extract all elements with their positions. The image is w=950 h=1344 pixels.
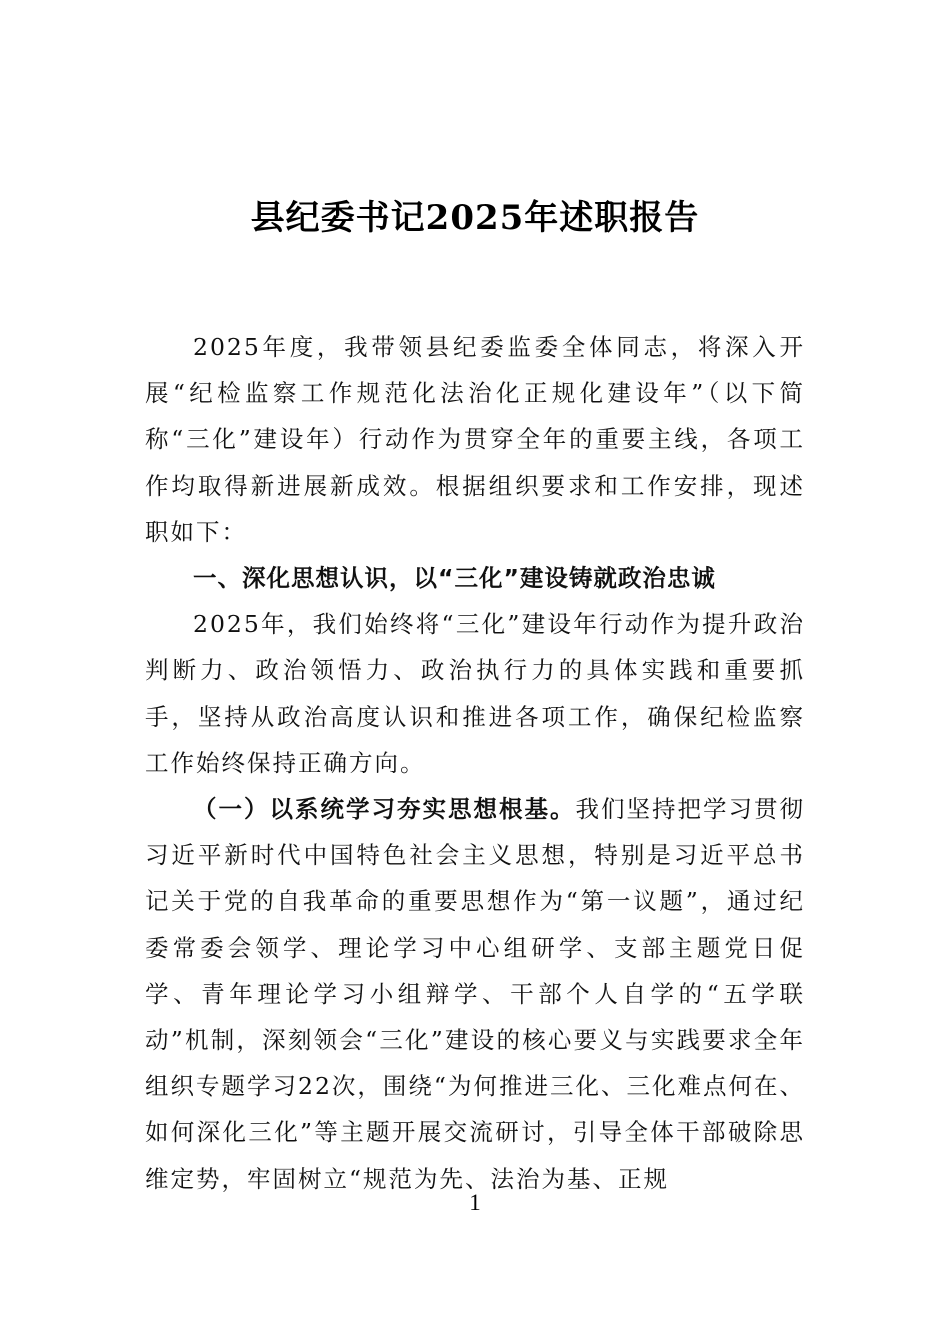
intro-paragraph: 2025年度，我带领县纪委监委全体同志，将深入开展“纪检监察工作规范化法治化正规化建设年”（以下简称“三化”建设年）行动作为贯穿全年的重要主线，各项工作均取得新进展新成效。根据组织要求和工作安排，现述职如下： — [145, 333, 805, 546]
subsection-1-body: 我们坚持把学习贯彻习近平新时代中国特色社会主义思想，特别是习近平总书记关于党的自我革命的重要思想作为“第一议题”，通过纪委常委会领学、理论学习中心组研学、支部主题党日促学、青年理论学习小组辩学、干部个人自学的“五学联动”机制，深刻领会“三化”建设的核心要义与实践要求全年组织专题学习22次，围绕“为何推进三化、三化难点何在、如何深化三化”等主题开展交流研讨，引导全体干部破除思维定势，牢固树立“规范为先、法治为基、正规 — [145, 795, 805, 1193]
subsection-1-lead: （一）以系统学习夯实思想根基。 — [193, 795, 576, 824]
section-1-paragraph: 2025年，我们始终将“三化”建设年行动作为提升政治判断力、政治领悟力、政治执行力的具体实践和重要抓手，坚持从政治高度认识和推进各项工作，确保纪检监察工作始终保持正确方向。 — [145, 610, 805, 777]
section-1-heading: 一、深化思想认识，以“三化”建设铸就政治忠诚 — [193, 564, 716, 593]
document-title: 县纪委书记2025年述职报告 — [250, 198, 700, 238]
document-body — [145, 324, 805, 1202]
page-number: 1 — [469, 1190, 481, 1215]
subsection-1-paragraph — [145, 786, 805, 1202]
